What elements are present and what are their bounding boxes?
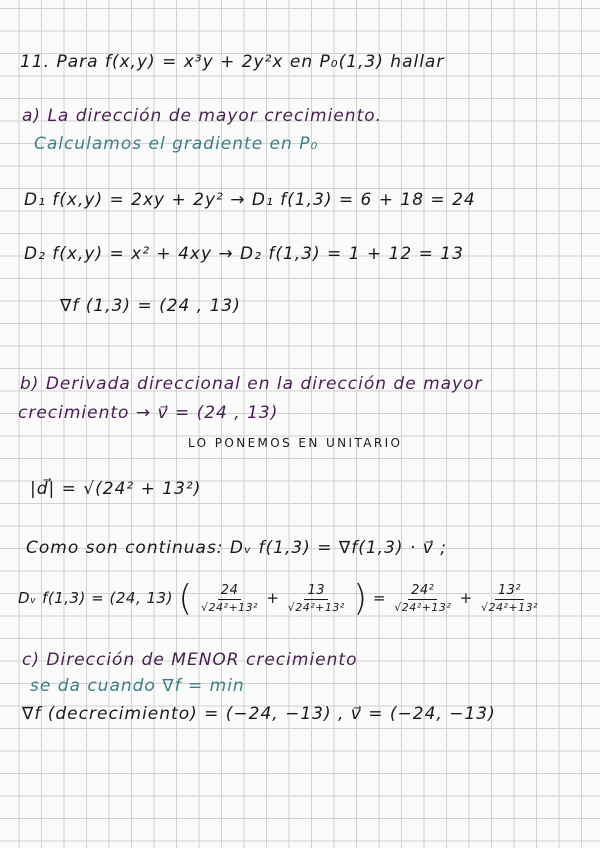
problem-statement: 11. Para f(x,y) = x³y + 2y²x en P₀(1,3) hallar: [20, 52, 445, 72]
part-a-heading: a) La dirección de mayor crecimiento.: [22, 106, 383, 126]
fraction-3-denominator: √24²+13²: [394, 601, 452, 614]
continuity-statement: Como son continuas: Dᵥ f(1,3) = ∇f(1,3) · v⃗ ;: [26, 538, 447, 558]
fraction-2: [288, 583, 345, 614]
unit-vector-note: LO PONEMOS EN UNITARIO: [188, 436, 403, 450]
partial-derivative-d1: D₁ f(x,y) = 2xy + 2y² → D₁ f(1,3) = 6 + 18 = 24: [24, 190, 476, 210]
plus-sign: +: [266, 589, 280, 607]
gradient-note: Calculamos el gradiente en P₀: [34, 134, 319, 154]
close-paren: ): [353, 578, 368, 619]
partial-derivative-d2: D₂ f(x,y) = x² + 4xy → D₂ f(1,3) = 1 + 12 = 13: [24, 244, 464, 264]
decreasing-gradient: ∇f (decrecimiento) = (−24, −13) , v⃗ = (−24, −13): [22, 704, 496, 724]
fraction-1: [201, 583, 258, 614]
part-b-heading-continued: crecimiento → v⃗ = (24 , 13): [18, 403, 279, 423]
fraction-4: [481, 583, 538, 614]
part-c-heading: c) Dirección de MENOR crecimiento: [22, 650, 358, 670]
fraction-3: [394, 583, 451, 614]
open-paren: (: [178, 578, 193, 619]
minimum-condition: se da cuando ∇f = min: [30, 676, 245, 696]
fraction-3-numerator: 24²: [408, 583, 437, 600]
vector-norm: |d⃗| = √(24² + 13²): [30, 479, 202, 499]
fraction-4-denominator: √24²+13²: [480, 601, 538, 614]
part-b-heading: b) Derivada direccional en la dirección de mayor: [20, 374, 483, 394]
equals-sign: =: [372, 589, 386, 607]
fraction-4-numerator: 13²: [495, 583, 524, 600]
fraction-2-denominator: √24²+13²: [287, 601, 345, 614]
gradient-result: ∇f (1,3) = (24 , 13): [60, 296, 241, 316]
fraction-2-numerator: 13: [304, 583, 328, 600]
directional-derivative-formula: [18, 578, 541, 619]
formula-lhs: Dᵥ f(1,3) = (24, 13): [18, 589, 173, 607]
fraction-1-denominator: √24²+13²: [201, 601, 259, 614]
plus-sign-2: +: [459, 589, 473, 607]
fraction-1-numerator: 24: [218, 583, 242, 600]
